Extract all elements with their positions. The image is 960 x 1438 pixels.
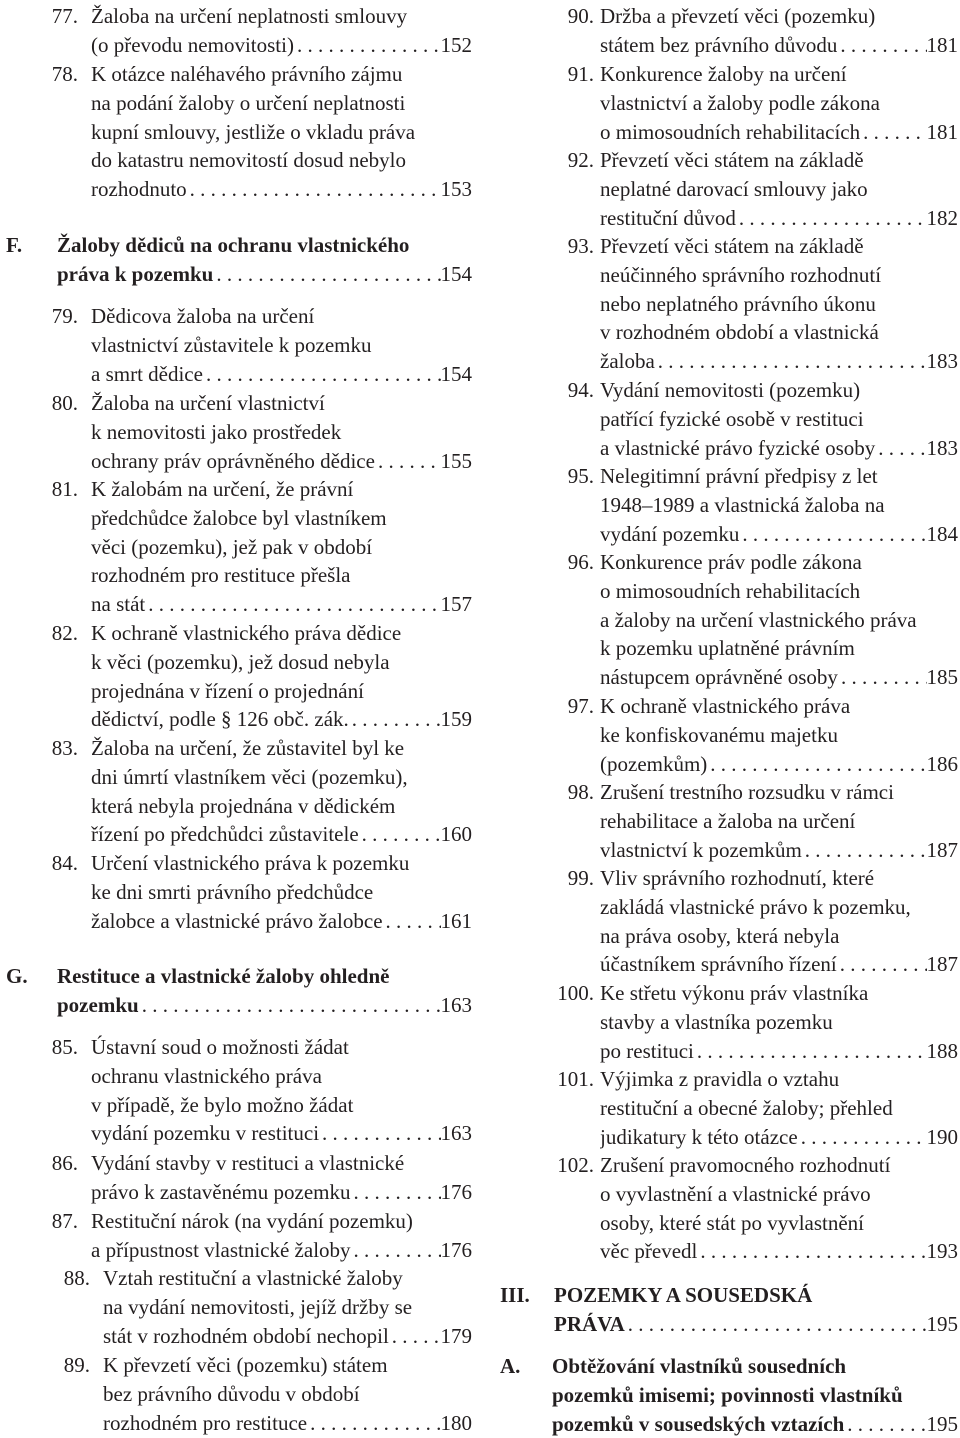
toc-dot-leader — [375, 447, 441, 476]
toc-entry-title-line: do katastru nemovitostí dosud nebylo — [91, 148, 406, 173]
toc-entry-title-line: pozemku — [57, 992, 139, 1017]
toc-section-heading[interactable] — [0, 962, 472, 1020]
toc-entry-number: 77. — [51, 4, 78, 28]
toc-entry-title-line: pozemků imisemi; povinnosti vlastníků — [552, 1382, 903, 1407]
toc-dot-leader — [844, 1410, 926, 1438]
toc-page-number: 153 — [440, 177, 472, 202]
toc-page-number: 186 — [926, 751, 958, 776]
toc-entry-title-line: rozhodnuto — [91, 177, 187, 202]
toc-entry-title-line: Konkurence práv podle zákona — [600, 550, 862, 574]
toc-entry-title-line: osoby, které stát po vyvlastnění — [600, 1210, 865, 1235]
toc-entry-last-line — [600, 434, 958, 463]
toc-entry[interactable] — [492, 548, 958, 692]
toc-entry-title-line: neplatné darovací smlouvy jako — [600, 176, 868, 201]
toc-entry-number: 93. — [567, 234, 594, 258]
toc-entry-last-line — [600, 663, 958, 692]
toc-page-number: 187 — [926, 952, 958, 977]
toc-entry-title-line: Zrušení pravomocného rozhodnutí — [600, 1153, 891, 1177]
toc-entry-title-line: K ochraně vlastnického práva dědice — [91, 621, 402, 645]
toc-entry-last-line — [600, 836, 958, 865]
toc-dot-leader — [213, 260, 440, 289]
toc-entry-title-line: ochranu vlastnického práva — [91, 1063, 322, 1088]
toc-entry-title-line: Zrušení trestního rozsudku v rámci — [600, 780, 894, 804]
toc-entry-number: 81. — [51, 477, 78, 501]
toc-page-number: 152 — [440, 32, 472, 57]
toc-entry-title-line: Určení vlastnického práva k pozemku — [91, 851, 410, 875]
toc-entry-last-line — [552, 1410, 958, 1438]
toc-entry-number: 96. — [567, 550, 594, 574]
toc-entry[interactable] — [492, 232, 958, 376]
toc-entry-title-line: rozhodném pro restituce — [103, 1410, 308, 1435]
toc-entry-number: 90. — [567, 4, 594, 28]
toc-page-number: 187 — [926, 837, 958, 862]
toc-entry-title-line: nástupcem oprávněné osoby — [600, 665, 838, 690]
toc-entry-title-line: kupní smlouvy, jestliže o vkladu práva — [91, 119, 416, 144]
toc-section-heading[interactable] — [492, 1281, 958, 1339]
toc-entry-last-line — [600, 1037, 958, 1066]
toc-entry-title-line: K žalobám na určení, že právní — [91, 477, 354, 501]
toc-entry-number: 101. — [557, 1067, 594, 1091]
toc-entry-last-line — [57, 991, 472, 1020]
toc-entry-title-line: Ústavní soud o možnosti žádat — [91, 1035, 349, 1059]
toc-page-number: 157 — [440, 592, 472, 617]
toc-entry-last-line — [600, 950, 958, 979]
toc-entry-title-line: která nebyla projednána v dědickém — [91, 793, 396, 818]
toc-entry-title-line: na stát — [91, 592, 146, 617]
toc-page-number: 195 — [926, 1311, 958, 1336]
toc-page-number: 179 — [440, 1323, 472, 1348]
toc-entry-last-line — [600, 347, 958, 376]
toc-entry-title-line: Vliv správního rozhodnutí, které — [600, 866, 875, 890]
toc-page-number: 184 — [926, 521, 958, 546]
toc-entry[interactable] — [492, 146, 958, 232]
toc-entry-title-line: ke dni smrti právního předchůdce — [91, 879, 374, 904]
toc-entry-title-line: Obtěžování vlastníků sousedních — [552, 1354, 847, 1378]
toc-entry-number: 87. — [51, 1209, 78, 1233]
toc-dot-leader — [707, 750, 926, 779]
toc-entry-title-line: a smrt dědice — [91, 361, 203, 386]
toc-dot-leader — [860, 118, 926, 147]
toc-entry-title-line: restituční důvod — [600, 205, 736, 230]
toc-entry-number: F. — [6, 233, 23, 257]
toc-entry-number: 85. — [51, 1035, 78, 1059]
toc-entry-number: 94. — [567, 378, 594, 402]
toc-entry-number: 86. — [51, 1151, 78, 1175]
toc-entry-title-line: K převzetí věci (pozemku) státem — [103, 1353, 388, 1377]
toc-entry-number: 84. — [51, 851, 78, 875]
toc-entry-last-line — [91, 360, 472, 389]
toc-dot-leader — [359, 820, 441, 849]
toc-entry-title-line: ochrany práv oprávněného dědice — [91, 448, 375, 473]
toc-entry[interactable] — [0, 2, 472, 60]
toc-entry-number: 82. — [51, 621, 78, 645]
toc-entry[interactable] — [0, 734, 472, 849]
toc-entry-title-line: Vydání nemovitosti (pozemku) — [600, 378, 861, 402]
toc-page-number: 154 — [440, 361, 472, 386]
toc-entry-title-line: zakládá vlastnické právo k pozemku, — [600, 894, 911, 919]
toc-entry-last-line — [600, 118, 958, 147]
toc-entry[interactable] — [492, 462, 958, 548]
toc-entry-title-line: stát v rozhodném období nechopil — [103, 1323, 389, 1348]
toc-entry-title-line: řízení po předchůdci zůstavitele — [91, 822, 359, 847]
toc-entry-title-line: rozhodném pro restituce přešla — [91, 563, 351, 588]
toc-entry-title-line: (pozemkům) — [600, 751, 708, 776]
toc-dot-leader — [837, 950, 927, 979]
toc-entry[interactable] — [0, 1207, 472, 1265]
toc-dot-leader — [625, 1310, 927, 1339]
toc-entry-title-line: žaloba — [600, 349, 655, 374]
toc-entry-title-line: vlastnictví a žaloby podle zákona — [600, 90, 880, 115]
toc-dot-leader — [349, 705, 441, 734]
toc-entry-title-line: dědictví, podle § 126 obč. zák. — [91, 707, 349, 732]
toc-entry[interactable] — [0, 302, 472, 388]
toc-entry-title-line: pozemků v sousedských vztazích — [552, 1411, 845, 1436]
toc-entry[interactable] — [492, 864, 958, 979]
toc-section-heading[interactable] — [492, 1352, 958, 1438]
toc-entry-title-line: (o převodu nemovitosti) — [91, 32, 294, 57]
toc-entry-title-line: vlastnictví zůstavitele k pozemku — [91, 332, 372, 357]
toc-entry-title-line: státem bez právního důvodu — [600, 32, 838, 57]
toc-entry-title-line: Převzetí věci státem na základě — [600, 148, 864, 172]
toc-entry-last-line — [600, 520, 958, 549]
toc-entry-number: 91. — [567, 62, 594, 86]
toc-entry-title-line: po restituci — [600, 1038, 694, 1063]
toc-entry-title-line: Vydání stavby v restituci a vlastnické — [91, 1151, 405, 1175]
toc-entry[interactable] — [0, 60, 472, 204]
toc-dot-leader — [838, 663, 927, 692]
toc-entry-last-line — [57, 260, 472, 289]
toc-entry-title-line: k pozemku uplatněné právním — [600, 636, 855, 661]
toc-entry-title-line: věc převedl — [600, 1239, 698, 1264]
toc-page-number: 193 — [926, 1239, 958, 1264]
toc-entry-last-line — [600, 204, 958, 233]
toc-entry-title-line: k nemovitosti jako prostředek — [91, 419, 342, 444]
toc-page-number: 183 — [926, 349, 958, 374]
toc-entry-title-line: a vlastnické právo fyzické osoby — [600, 435, 876, 460]
toc-page-number: 183 — [926, 435, 958, 460]
toc-entry-title-line: o vyvlastnění a vlastnické právo — [600, 1181, 871, 1206]
toc-entry-title-line: Žaloba na určení, že zůstavitel byl ke — [91, 736, 405, 760]
toc-entry-last-line — [103, 1322, 472, 1351]
toc-entry-title-line: Žaloba na určení vlastnictví — [91, 391, 325, 415]
toc-entry-title-line: žalobce a vlastnické právo žalobce — [91, 908, 383, 933]
toc-entry-title-line: Držba a převzetí věci (pozemku) — [600, 4, 876, 28]
toc-dot-leader — [837, 31, 926, 60]
toc-page-number: 154 — [440, 261, 472, 286]
toc-entry-number: 79. — [51, 304, 78, 328]
toc-entry-last-line — [554, 1310, 958, 1339]
toc-entry-last-line — [600, 1237, 958, 1266]
toc-entry-title-line: projednána v řízení o projednání — [91, 678, 364, 703]
toc-dot-leader — [319, 1119, 440, 1148]
toc-entry-title-line: K otázce naléhavého právního zájmu — [91, 62, 403, 86]
toc-dot-leader — [145, 590, 440, 619]
toc-entry[interactable] — [492, 1151, 958, 1266]
toc-entry-title-line: věci (pozemku), jež pak v období — [91, 534, 373, 559]
toc-entry-title-line: restituční a obecné žaloby; přehled — [600, 1095, 893, 1120]
toc-dot-leader — [694, 1037, 927, 1066]
toc-entry-title-line: k věci (pozemku), jež dosud nebyla — [91, 649, 390, 674]
toc-dot-leader — [307, 1409, 440, 1438]
toc-entry-title-line: Žaloba na určení neplatnosti smlouvy — [91, 4, 408, 28]
toc-entry-title-line: na podání žaloby o určení neplatnosti — [91, 90, 406, 115]
toc-entry-title-line: a žaloby na určení vlastnického práva — [600, 607, 917, 632]
toc-entry-number: III. — [500, 1283, 530, 1307]
toc-entry-number: 83. — [51, 736, 78, 760]
toc-dot-leader — [187, 175, 441, 204]
toc-entry[interactable] — [492, 979, 958, 1065]
toc-page-number: 160 — [440, 822, 472, 847]
toc-entry-title-line: vydání pozemku v restituci — [91, 1121, 320, 1146]
toc-entry-number: 99. — [567, 866, 594, 890]
toc-entry-title-line: o mimosoudních rehabilitacích — [600, 119, 861, 144]
toc-entry-last-line — [91, 1236, 472, 1265]
toc-entry[interactable] — [0, 475, 472, 619]
toc-entry-title-line: neúčinného správního rozhodnutí — [600, 262, 882, 287]
toc-page-number: 163 — [440, 992, 472, 1017]
toc-entry-number: G. — [6, 964, 28, 988]
toc-entry-last-line — [91, 907, 472, 936]
toc-entry-title-line: vlastnictví k pozemkům — [600, 837, 802, 862]
toc-page-number: 181 — [926, 119, 958, 144]
toc-dot-leader — [736, 204, 927, 233]
toc-entry-title-line: judikatury k této otázce — [600, 1124, 798, 1149]
toc-entry-title-line: Dědicova žaloba na určení — [91, 304, 315, 328]
toc-entry-title-line: na práva osoby, která nebyla — [600, 923, 840, 948]
toc-dot-leader — [351, 1236, 441, 1265]
toc-entry-number: 78. — [51, 62, 78, 86]
toc-entry[interactable] — [0, 849, 472, 935]
toc-entry-last-line — [91, 705, 472, 734]
toc-dot-leader — [383, 907, 441, 936]
toc-entry-title-line: a přípustnost vlastnické žaloby — [91, 1237, 351, 1262]
toc-dot-leader — [875, 434, 926, 463]
toc-entry-title-line: Nelegitimní právní předpisy z let — [600, 464, 878, 488]
toc-entry-last-line — [91, 31, 472, 60]
toc-entry-number: 98. — [567, 780, 594, 804]
toc-entry[interactable] — [492, 778, 958, 864]
toc-entry-title-line: PRÁVA — [554, 1311, 625, 1336]
toc-entry-title-line: v rozhodném období a vlastnická — [600, 320, 879, 345]
toc-entry[interactable] — [492, 692, 958, 778]
toc-entry-title-line: o mimosoudních rehabilitacích — [600, 578, 861, 603]
toc-page-number: 155 — [440, 448, 472, 473]
toc-entry-last-line — [91, 1119, 472, 1148]
toc-entry-title-line: Vztah restituční a vlastnické žaloby — [103, 1266, 403, 1290]
toc-entry-title-line: práva k pozemku — [57, 261, 214, 286]
toc-entry-title-line: v případě, že bylo možno žádat — [91, 1092, 354, 1117]
toc-page-number: 195 — [926, 1411, 958, 1436]
toc-entry-title-line: právo k zastavěnému pozemku — [91, 1179, 351, 1204]
toc-page-number: 188 — [926, 1038, 958, 1063]
toc-entry[interactable] — [492, 60, 958, 146]
toc-entry-last-line — [91, 175, 472, 204]
toc-dot-leader — [697, 1237, 926, 1266]
toc-entry-title-line: 1948–1989 a vlastnická žaloba na — [600, 492, 885, 517]
toc-entry-title-line: POZEMKY A SOUSEDSKÁ — [554, 1283, 813, 1307]
toc-entry[interactable] — [492, 1065, 958, 1151]
toc-entry-title-line: vydání pozemku — [600, 521, 740, 546]
toc-entry-last-line — [91, 447, 472, 476]
toc-entry-title-line: K ochraně vlastnického práva — [600, 694, 851, 718]
toc-dot-leader — [351, 1178, 441, 1207]
toc-page-number: 161 — [440, 908, 472, 933]
toc-entry-number: 97. — [567, 694, 594, 718]
toc-entry-last-line — [103, 1409, 472, 1438]
toc-entry-title-line: na vydání nemovitosti, jejíž držby se — [103, 1294, 413, 1319]
toc-entry-last-line — [600, 31, 958, 60]
toc-entry-title-line: Ke střetu výkonu práv vlastníka — [600, 981, 869, 1005]
toc-entry-title-line: účastníkem správního řízení — [600, 952, 837, 977]
toc-entry-number: 102. — [557, 1153, 594, 1177]
toc-page-number: 185 — [926, 665, 958, 690]
toc-entry-title-line: dni úmrtí vlastníkem věci (pozemku), — [91, 764, 408, 789]
toc-dot-leader — [739, 520, 926, 549]
toc-page-number: 182 — [926, 205, 958, 230]
toc-page-number: 176 — [440, 1237, 472, 1262]
toc-entry-title-line: Výjimka z pravidla o vztahu — [600, 1067, 840, 1091]
toc-entry[interactable] — [0, 1351, 472, 1437]
toc-entry[interactable] — [0, 619, 472, 734]
toc-entry[interactable] — [0, 1033, 472, 1148]
toc-entry-title-line: nebo neplatného právního úkonu — [600, 291, 876, 316]
toc-entry[interactable] — [492, 2, 958, 60]
toc-entry-number: 92. — [567, 148, 594, 172]
toc-entry-number: 100. — [557, 981, 594, 1005]
toc-entry-title-line: Konkurence žaloby na určení — [600, 62, 847, 86]
toc-entry-last-line — [91, 590, 472, 619]
toc-entry[interactable] — [0, 1149, 472, 1207]
toc-dot-leader — [294, 31, 441, 60]
toc-entry-number: 89. — [63, 1353, 90, 1377]
toc-dot-leader — [203, 360, 441, 389]
toc-page-number: 159 — [440, 707, 472, 732]
toc-entry-title-line: bez právního důvodu v období — [103, 1381, 360, 1406]
toc-dot-leader — [139, 991, 441, 1020]
toc-entry-title-line: ke konfiskovanému majetku — [600, 722, 838, 747]
toc-entry-title-line: rehabilitace a žaloba na určení — [600, 808, 856, 833]
toc-entry-number: 95. — [567, 464, 594, 488]
toc-page-number: 181 — [926, 32, 958, 57]
toc-entry-title-line: stavby a vlastníka pozemku — [600, 1009, 833, 1034]
toc-entry[interactable] — [0, 1264, 472, 1350]
toc-entry-last-line — [91, 820, 472, 849]
toc-entry-title-line: Restituční nárok (na vydání pozemku) — [91, 1209, 413, 1233]
toc-entry-number: A. — [500, 1354, 521, 1378]
toc-entry-last-line — [91, 1178, 472, 1207]
toc-entry-title-line: Restituce a vlastnické žaloby ohledně — [57, 964, 390, 988]
toc-entry-number: 88. — [63, 1266, 90, 1290]
toc-entry[interactable] — [492, 376, 958, 462]
toc-entry-title-line: Žaloby dědiců na ochranu vlastnického — [57, 233, 410, 257]
toc-entry-last-line — [600, 1123, 958, 1152]
toc-section-heading[interactable] — [0, 231, 472, 289]
toc-page-number: 180 — [440, 1410, 472, 1435]
toc-page-number: 190 — [926, 1124, 958, 1149]
toc-dot-leader — [389, 1322, 441, 1351]
toc-dot-leader — [802, 836, 927, 865]
toc-entry-last-line — [600, 750, 958, 779]
toc-entry[interactable] — [0, 389, 472, 475]
toc-entry-title-line: patřící fyzické osobě v restituci — [600, 406, 864, 431]
toc-dot-leader — [655, 347, 927, 376]
toc-entry-title-line: Převzetí věci státem na základě — [600, 234, 864, 258]
toc-dot-leader — [798, 1123, 927, 1152]
toc-entry-title-line: předchůdce žalobce byl vlastníkem — [91, 505, 387, 530]
toc-page-number: 176 — [440, 1179, 472, 1204]
toc-page-number: 163 — [440, 1121, 472, 1146]
toc-entry-number: 80. — [51, 391, 78, 415]
